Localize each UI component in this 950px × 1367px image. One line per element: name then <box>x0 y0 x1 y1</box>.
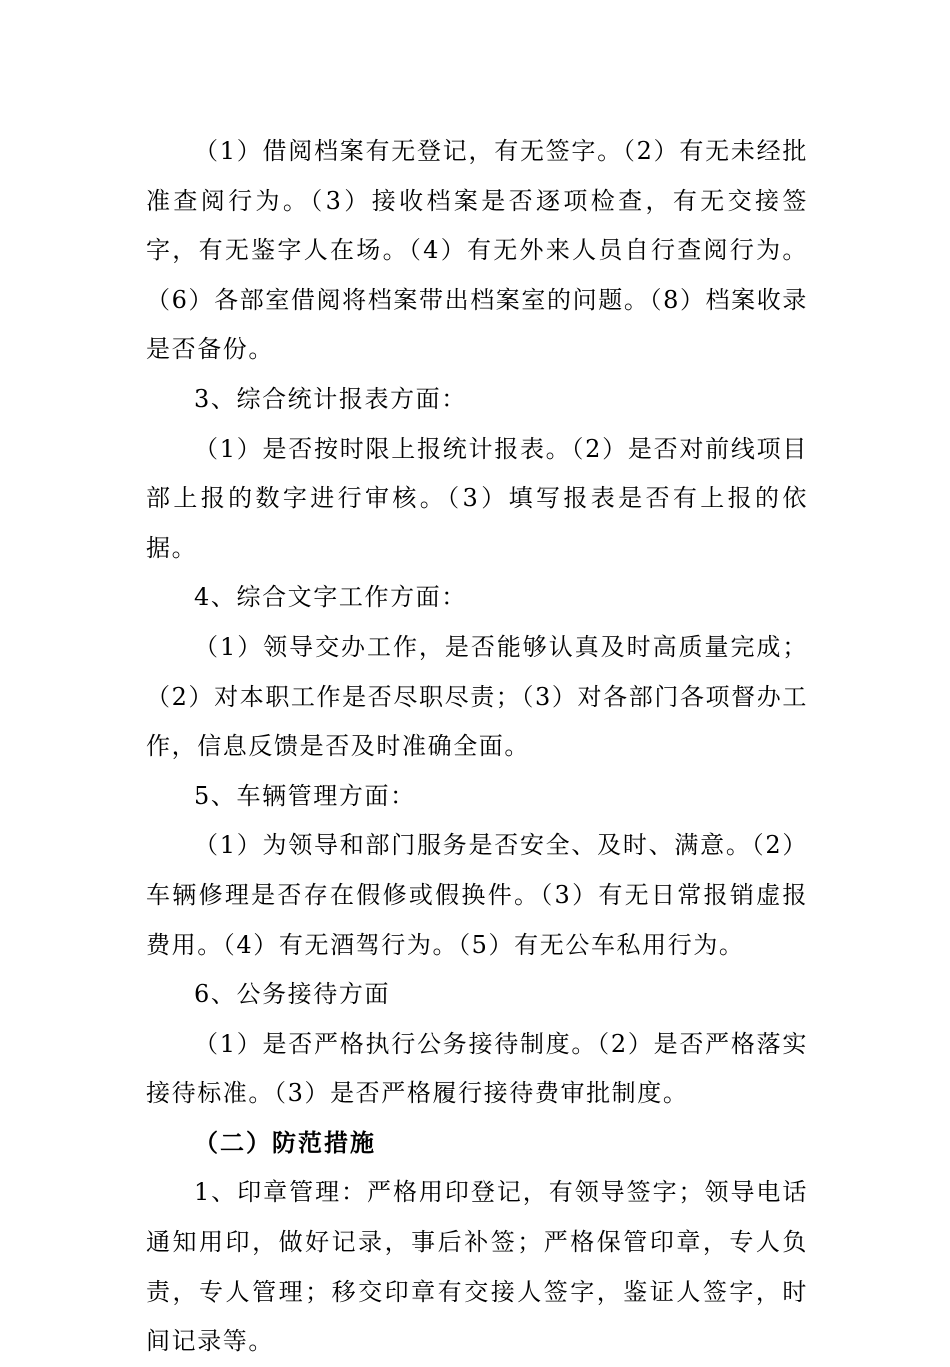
section-heading-vehicles: 5、车辆管理方面： <box>194 781 416 810</box>
paragraph-vehicle-checks: （1）为领导和部门服务是否安全、及时、满意。（2）车辆修理是否存在假修或假换件。（3）有无日常报销虚报费用。（4）有无酒驾行为。（5）有无公车私用行为。 <box>146 831 808 959</box>
document-body <box>146 127 808 1367</box>
paragraph-statistics-checks: （1）是否按时限上报统计报表。（2）是否对前线项目部上报的数字进行审核。（3）填写报表是否有上报的依据。 <box>146 434 808 562</box>
section-heading-writing: 4、综合文字工作方面： <box>194 583 467 612</box>
section-heading-preventive-measures: （二）防范措施 <box>194 1128 376 1157</box>
paragraph-archive-checks: （1）借阅档案有无登记，有无签字。（2）有无未经批准查阅行为。（3）接收档案是否逐项检查，有无交接签字，有无鉴字人在场。（4）有无外来人员自行查阅行为。（6）各部室借阅将档案带出档案室的问题。（8）档案收录是否备份。 <box>146 137 808 364</box>
paragraph-seal-management: 1、印章管理：严格用印登记，有领导签字；领导电话通知用印，做好记录，事后补签；严格保管印章，专人负责，专人管理；移交印章有交接人签字，鉴证人签字，时间记录等。 <box>146 1178 808 1356</box>
paragraph-writing-checks: （1）领导交办工作，是否能够认真及时高质量完成；（2）对本职工作是否尽职尽责；（3）对各部门各项督办工作，信息反馈是否及时准确全面。 <box>146 632 808 761</box>
section-heading-reception: 6、公务接待方面 <box>194 980 391 1009</box>
section-heading-statistics: 3、综合统计报表方面： <box>194 384 467 413</box>
paragraph-reception-checks: （1）是否严格执行公务接待制度。（2）是否严格落实接待标准。（3）是否严格履行接待费审批制度。 <box>146 1029 808 1108</box>
